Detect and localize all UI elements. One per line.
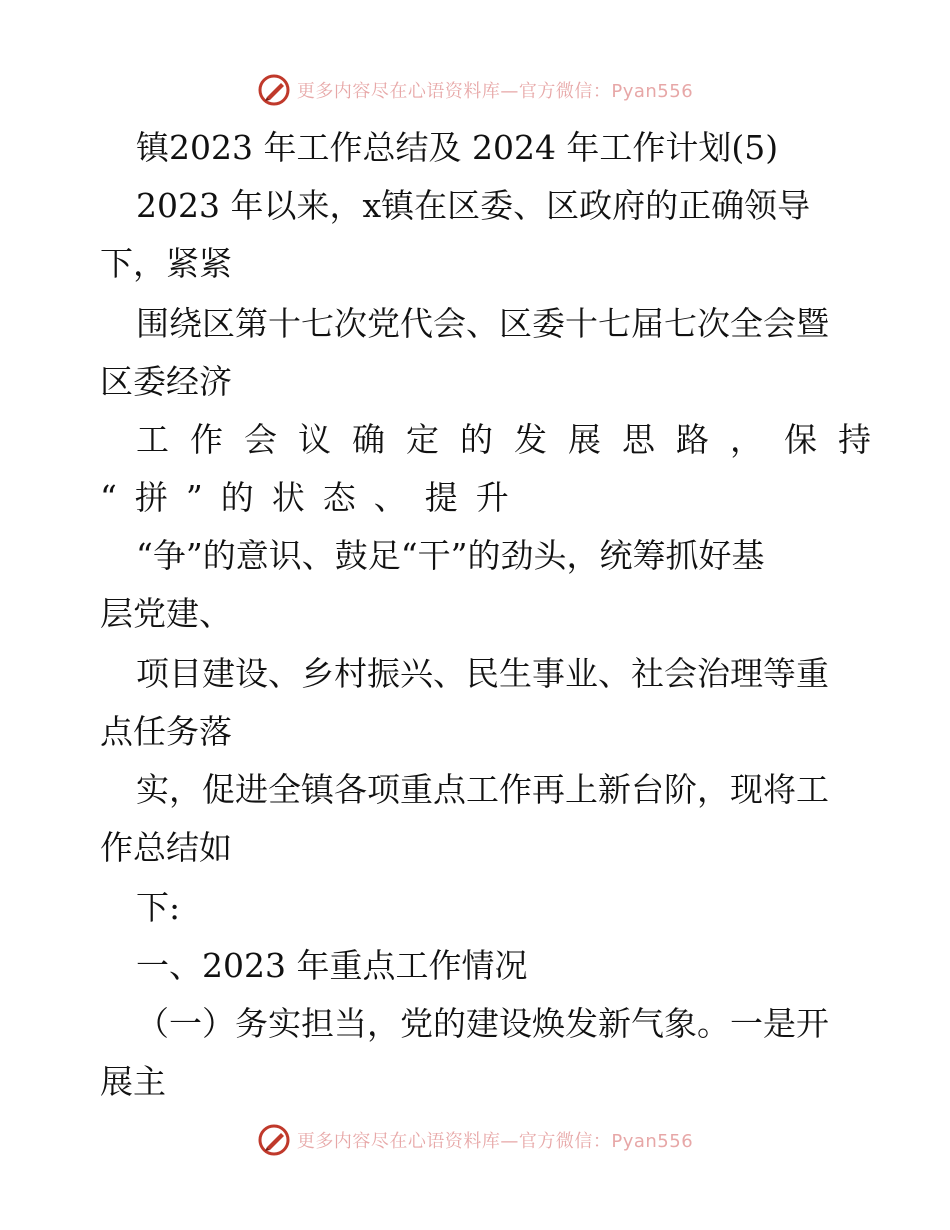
paragraph-line: 围绕区第十七次党代会、区委十七届七次全会暨 <box>136 304 829 343</box>
paragraph-line: 项目建设、乡村振兴、民生事业、社会治理等重 <box>136 654 829 693</box>
paragraph-line: 层党建、 <box>100 594 232 633</box>
paragraph-line: 作总结如 <box>100 828 232 867</box>
paragraph-line: 展主 <box>100 1062 166 1101</box>
paragraph-line: 下，紧紧 <box>100 244 232 283</box>
paragraph-line: 工作会议确定的发展思路，保持 <box>136 420 892 459</box>
paragraph-line: 下: <box>136 888 181 927</box>
paragraph-line: 点任务落 <box>100 712 232 751</box>
watermark-text: 更多内容尽在心语资料库—官方微信：Pyan556 <box>296 1131 694 1152</box>
watermark-footer <box>0 1118 950 1162</box>
watermark-text: 更多内容尽在心语资料库—官方微信：Pyan556 <box>296 81 694 102</box>
paragraph-line: “拼”的状态、提升 <box>100 478 527 517</box>
pen-logo-icon <box>257 1123 291 1157</box>
document-title: 镇2023 年工作总结及 2024 年工作计划(5) <box>136 128 779 167</box>
section-heading: 一、2023 年重点工作情况 <box>136 946 528 985</box>
paragraph-line: 2023 年以来，x镇在区委、区政府的正确领导 <box>136 186 811 225</box>
paragraph-line: “争”的意识、鼓足“干”的劲头，统筹抓好基 <box>136 536 765 575</box>
paragraph-line: 区委经济 <box>100 362 232 401</box>
paragraph-line: （一）务实担当，党的建设焕发新气象。一是开 <box>136 1004 829 1043</box>
paragraph-line: 实，促进全镇各项重点工作再上新台阶，现将工 <box>136 770 829 809</box>
